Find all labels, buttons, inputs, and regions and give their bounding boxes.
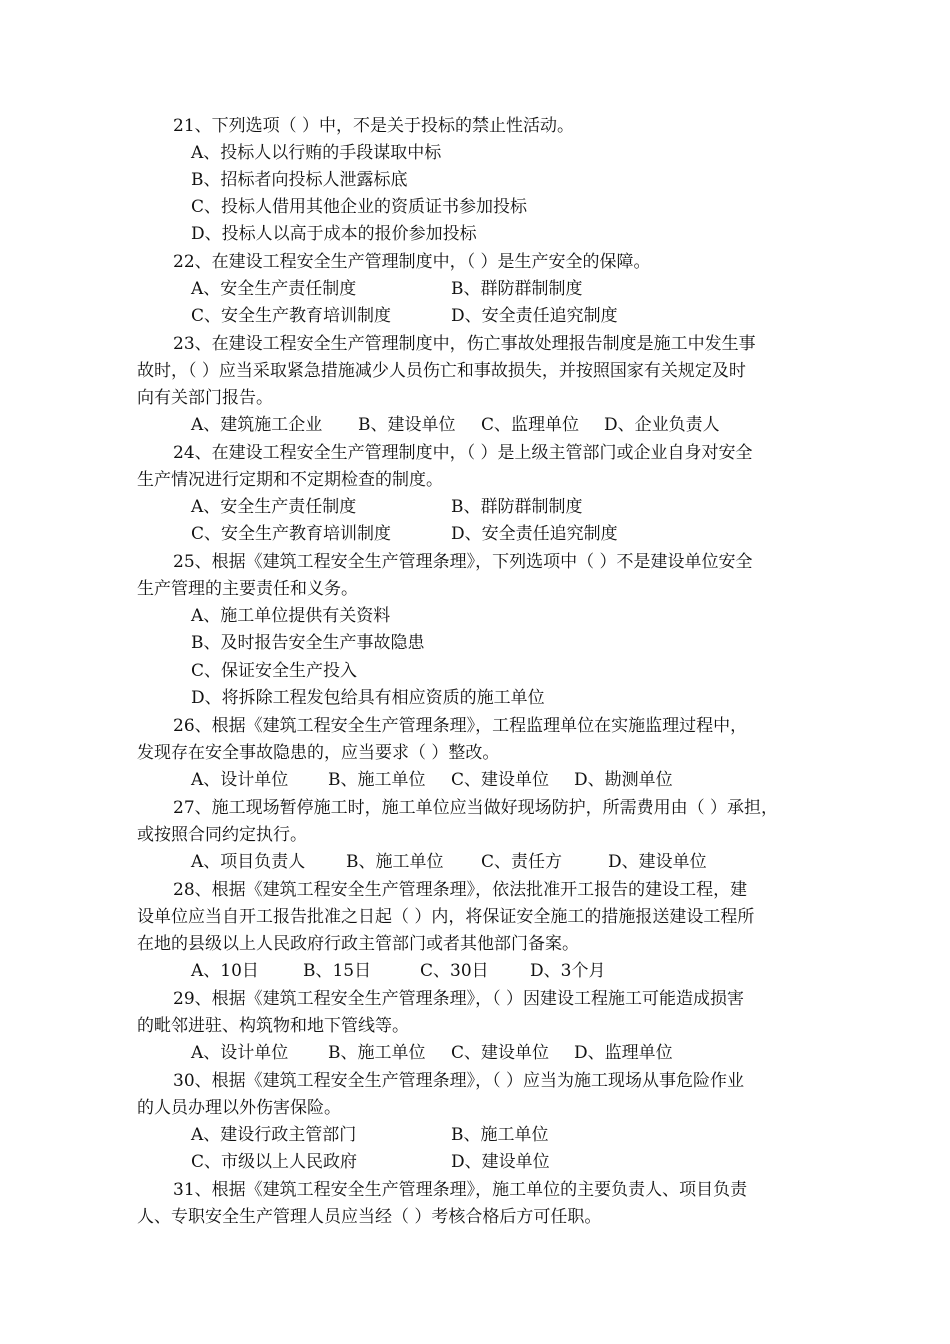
question-26-option-a: A、设计单位 (191, 770, 289, 790)
question-21-stem: 21、下列选项（ ）中，不是关于投标的禁止性活动。 (173, 116, 575, 136)
question-25-option-b: B、及时报告安全生产事故隐患 (191, 633, 425, 653)
question-26-option-c: C、建设单位 (451, 770, 550, 790)
question-30-stem-2: 的人员办理以外伤害保险。 (137, 1098, 341, 1118)
question-23-stem-1: 23、在建设工程安全生产管理制度中，伤亡事故处理报告制度是施工中发生事 (173, 334, 756, 354)
question-30-option-a: A、建设行政主管部门 (191, 1125, 357, 1145)
question-23-stem-2: 故时，（ ）应当采取紧急措施减少人员伤亡和事故损失，并按照国家有关规定及时 (137, 361, 746, 381)
question-23-option-a: A、建筑施工企业 (191, 415, 323, 435)
question-27-option-d: D、建设单位 (608, 852, 707, 872)
question-27-stem-2: 或按照合同约定执行。 (137, 825, 307, 845)
question-28-stem-3: 在地的县级以上人民政府行政主管部门或者其他部门备案。 (137, 934, 579, 954)
question-25-stem-1: 25、根据《建筑工程安全生产管理条理》，下列选项中（ ）不是建设单位安全 (173, 552, 753, 572)
question-25-option-c: C、保证安全生产投入 (191, 661, 358, 681)
question-29-option-d: D、监理单位 (574, 1043, 673, 1063)
question-21-option-d: D、投标人以高于成本的报价参加投标 (191, 224, 477, 244)
question-23-option-d: D、企业负责人 (604, 415, 720, 435)
question-22-option-c: C、安全生产教育培训制度 (191, 306, 392, 326)
question-22-option-a: A、安全生产责任制度 (191, 279, 357, 299)
question-28-stem-2: 设单位应当自开工报告批准之日起（ ）内，将保证安全施工的措施报送建设工程所 (137, 907, 755, 927)
question-30-option-c: C、市级以上人民政府 (191, 1152, 358, 1172)
question-23-stem-3: 向有关部门报告。 (137, 388, 273, 408)
question-27-stem-1: 27、施工现场暂停施工时，施工单位应当做好现场防护，所需费用由（ ）承担， (173, 798, 779, 818)
question-25-option-a: A、施工单位提供有关资料 (191, 606, 391, 626)
question-24-stem-1: 24、在建设工程安全生产管理制度中，（ ）是上级主管部门或企业自身对安全 (173, 443, 753, 463)
question-21-option-c: C、投标人借用其他企业的资质证书参加投标 (191, 197, 528, 217)
question-28-option-d: D、3个月 (530, 961, 606, 981)
question-24-option-a: A、安全生产责任制度 (191, 497, 357, 517)
question-30-option-b: B、施工单位 (451, 1125, 549, 1145)
question-29-option-c: C、建设单位 (451, 1043, 550, 1063)
question-28-stem-1: 28、根据《建筑工程安全生产管理条理》，依法批准开工报告的建设工程，建 (173, 880, 748, 900)
question-28-option-c: C、30日 (420, 961, 489, 981)
question-24-option-c: C、安全生产教育培训制度 (191, 524, 392, 544)
question-28-option-b: B、15日 (303, 961, 372, 981)
question-28-option-a: A、10日 (191, 961, 259, 981)
question-27-option-c: C、责任方 (481, 852, 563, 872)
question-26-option-b: B、施工单位 (328, 770, 426, 790)
question-27-option-b: B、施工单位 (346, 852, 444, 872)
question-22-stem: 22、在建设工程安全生产管理制度中，（ ）是生产安全的保障。 (173, 252, 651, 272)
question-24-option-d: D、安全责任追究制度 (451, 524, 618, 544)
question-29-stem-2: 的毗邻进驻、构筑物和地下管线等。 (137, 1016, 409, 1036)
question-24-option-b: B、群防群制制度 (451, 497, 583, 517)
question-27-option-a: A、项目负责人 (191, 852, 306, 872)
question-29-option-a: A、设计单位 (191, 1043, 289, 1063)
question-21-option-b: B、招标者向投标人泄露标底 (191, 170, 408, 190)
question-21-option-a: A、投标人以行贿的手段谋取中标 (191, 143, 442, 163)
question-30-stem-1: 30、根据《建筑工程安全生产管理条理》，（ ）应当为施工现场从事危险作业 (173, 1071, 745, 1091)
question-30-option-d: D、建设单位 (451, 1152, 550, 1172)
question-31-stem-2: 人、专职安全生产管理人员应当经（ ）考核合格后方可任职。 (137, 1207, 602, 1227)
question-29-stem-1: 29、根据《建筑工程安全生产管理条理》，（ ）因建设工程施工可能造成损害 (173, 989, 745, 1009)
question-26-stem-2: 发现存在安全事故隐患的，应当要求（ ）整改。 (137, 743, 500, 763)
question-26-stem-1: 26、根据《建筑工程安全生产管理条理》，工程监理单位在实施监理过程中， (173, 716, 748, 736)
question-25-stem-2: 生产管理的主要责任和义务。 (137, 579, 358, 599)
question-24-stem-2: 生产情况进行定期和不定期检查的制度。 (137, 470, 443, 490)
question-23-option-c: C、监理单位 (481, 415, 580, 435)
question-23-option-b: B、建设单位 (358, 415, 456, 435)
question-31-stem-1: 31、根据《建筑工程安全生产管理条理》，施工单位的主要负责人、项目负责 (173, 1180, 748, 1200)
question-26-option-d: D、勘测单位 (574, 770, 673, 790)
question-25-option-d: D、将拆除工程发包给具有相应资质的施工单位 (191, 688, 545, 708)
question-22-option-b: B、群防群制制度 (451, 279, 583, 299)
question-22-option-d: D、安全责任追究制度 (451, 306, 618, 326)
question-29-option-b: B、施工单位 (328, 1043, 426, 1063)
